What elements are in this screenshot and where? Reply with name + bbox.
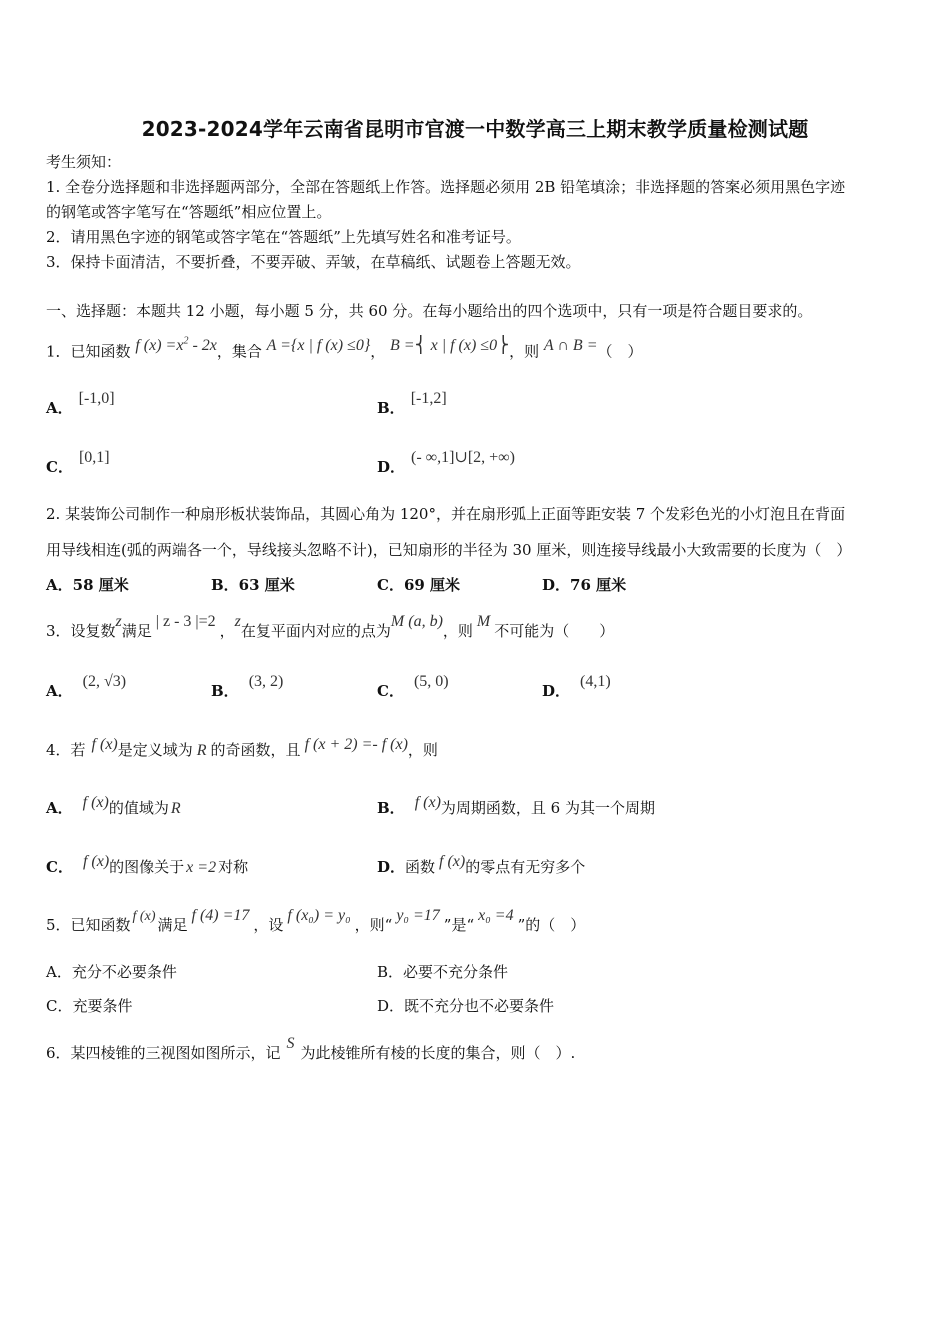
q5-option-b[interactable]: B．必要不充分条件 <box>377 963 509 981</box>
q3-option-d[interactable]: D．(4,1) <box>542 673 611 700</box>
intersection: A ∩ B = <box>543 337 598 355</box>
q5-option-c[interactable]: C．充要条件 <box>46 997 133 1015</box>
q5-option-d[interactable]: D．既不充分也不必要条件 <box>377 997 555 1015</box>
q3-option-c[interactable]: C．(5, 0) <box>377 673 449 700</box>
question-3: 3．设复数z满足| z - 3 |=2，z在复平面内对应的点为M (a, b)，则M不可能为（ ） <box>46 613 615 640</box>
q4-option-b[interactable]: B． f (x)为周期函数，且 6 为其一个周期 <box>377 794 655 817</box>
q2-option-d[interactable]: D．76 厘米 <box>542 576 627 594</box>
q4-option-c[interactable]: C． f (x)的图像关于 x =2 对称 <box>46 853 249 876</box>
q2-option-a[interactable]: A．58 厘米 <box>46 576 129 594</box>
q1-option-d[interactable]: D．(- ∞,1]∪[2, +∞) <box>377 449 515 476</box>
notice-line-1b: 的钢笔或答字笔写在“答题纸”相应位置上。 <box>46 203 332 221</box>
point-m: M (a, b) <box>390 613 443 630</box>
notice-heading: 考生须知： <box>46 153 122 171</box>
function-fx: f (x) <box>91 736 118 753</box>
f4-condition: f (4) =17 <box>191 907 250 924</box>
question-2-line-2: 用导线相连(弧的两端各一个，导线接头忽略不计)，已知扇形的半径为 30 厘米，则连接导线最小大致需要的长度为（ ） <box>46 541 852 559</box>
page-title: 2023-2024学年云南省昆明市官渡一中数学高三上期末教学质量检测试题 <box>141 117 809 141</box>
q4-option-a[interactable]: A． f (x)的值域为 R <box>46 794 181 817</box>
notice-line-2: 2．请用黑色字迹的钢笔或答字笔在“答题纸”上先填写姓名和准考证号。 <box>46 228 521 246</box>
q4-option-d[interactable]: D．函数 f (x)的零点有无穷多个 <box>377 853 586 876</box>
q5-option-a[interactable]: A．充分不必要条件 <box>46 963 177 981</box>
question-1: 1．已知函数 f $(x) =x^2 - 2x$，集合 A ={x | f (x) ≤0}， B =⎨ x | f (x) ≤0⎬，则 A ∩ B =（ ） <box>46 336 643 361</box>
q2-option-b[interactable]: B．63 厘米 <box>211 576 295 594</box>
set-b: B =⎨ x | f (x) ≤0⎬ <box>390 337 510 355</box>
modulus-condition: | z - 3 |=2 <box>155 613 216 630</box>
q2-option-c[interactable]: C．69 厘米 <box>377 576 461 594</box>
q3-option-b[interactable]: B．(3, 2) <box>211 673 284 700</box>
notice-line-3: 3．保持卡面清洁，不要折叠，不要弄破、弄皱，在草稿纸、试题卷上答题无效。 <box>46 253 581 271</box>
question-2-line-1: 2. 某装饰公司制作一种扇形板状装饰品，其圆心角为 120°，并在扇形弧上正面等距安装 7 个发彩色光的小灯泡且在背面 <box>46 505 846 523</box>
q1-option-c[interactable]: C．[0,1] <box>46 449 110 476</box>
question-4: 4．若 f (x)是定义域为 R 的奇函数，且 f (x + 2) =- f (x)，则 <box>46 736 438 759</box>
function-expr: f $(x) =x^2 - 2x$ <box>135 336 217 355</box>
q3-option-a[interactable]: A．(2, √3) <box>46 673 127 700</box>
q1-option-a[interactable]: A．[-1,0] <box>46 390 115 417</box>
section-heading: 一、选择题：本题共 12 小题，每小题 5 分，共 60 分。在每小题给出的四个选项中，只有一项是符合题目要求的。 <box>46 302 813 320</box>
question-5: 5．已知函数 f (x) 满足f (4) =17，设f (x₀) = y₀，则“y₀ =17”是“x₀ =4”的（ ） <box>46 907 586 934</box>
set-a: A ={x | f (x) ≤0} <box>266 337 371 355</box>
question-6: 6．某四棱锥的三视图如图所示，记S为此棱锥所有棱的长度的集合，则（ ）. <box>46 1035 576 1062</box>
q1-option-b[interactable]: B．[-1,2] <box>377 390 447 417</box>
notice-line-1a: 1. 全卷分选择题和非选择题两部分，全部在答题纸上作答。选择题必须用 2B 铅笔填涂；非选择题的答案必须用黑色字迹 <box>46 178 846 196</box>
period-condition: f (x + 2) =- f (x) <box>304 736 408 753</box>
fx0-definition: f (x₀) = y₀ <box>287 907 351 924</box>
